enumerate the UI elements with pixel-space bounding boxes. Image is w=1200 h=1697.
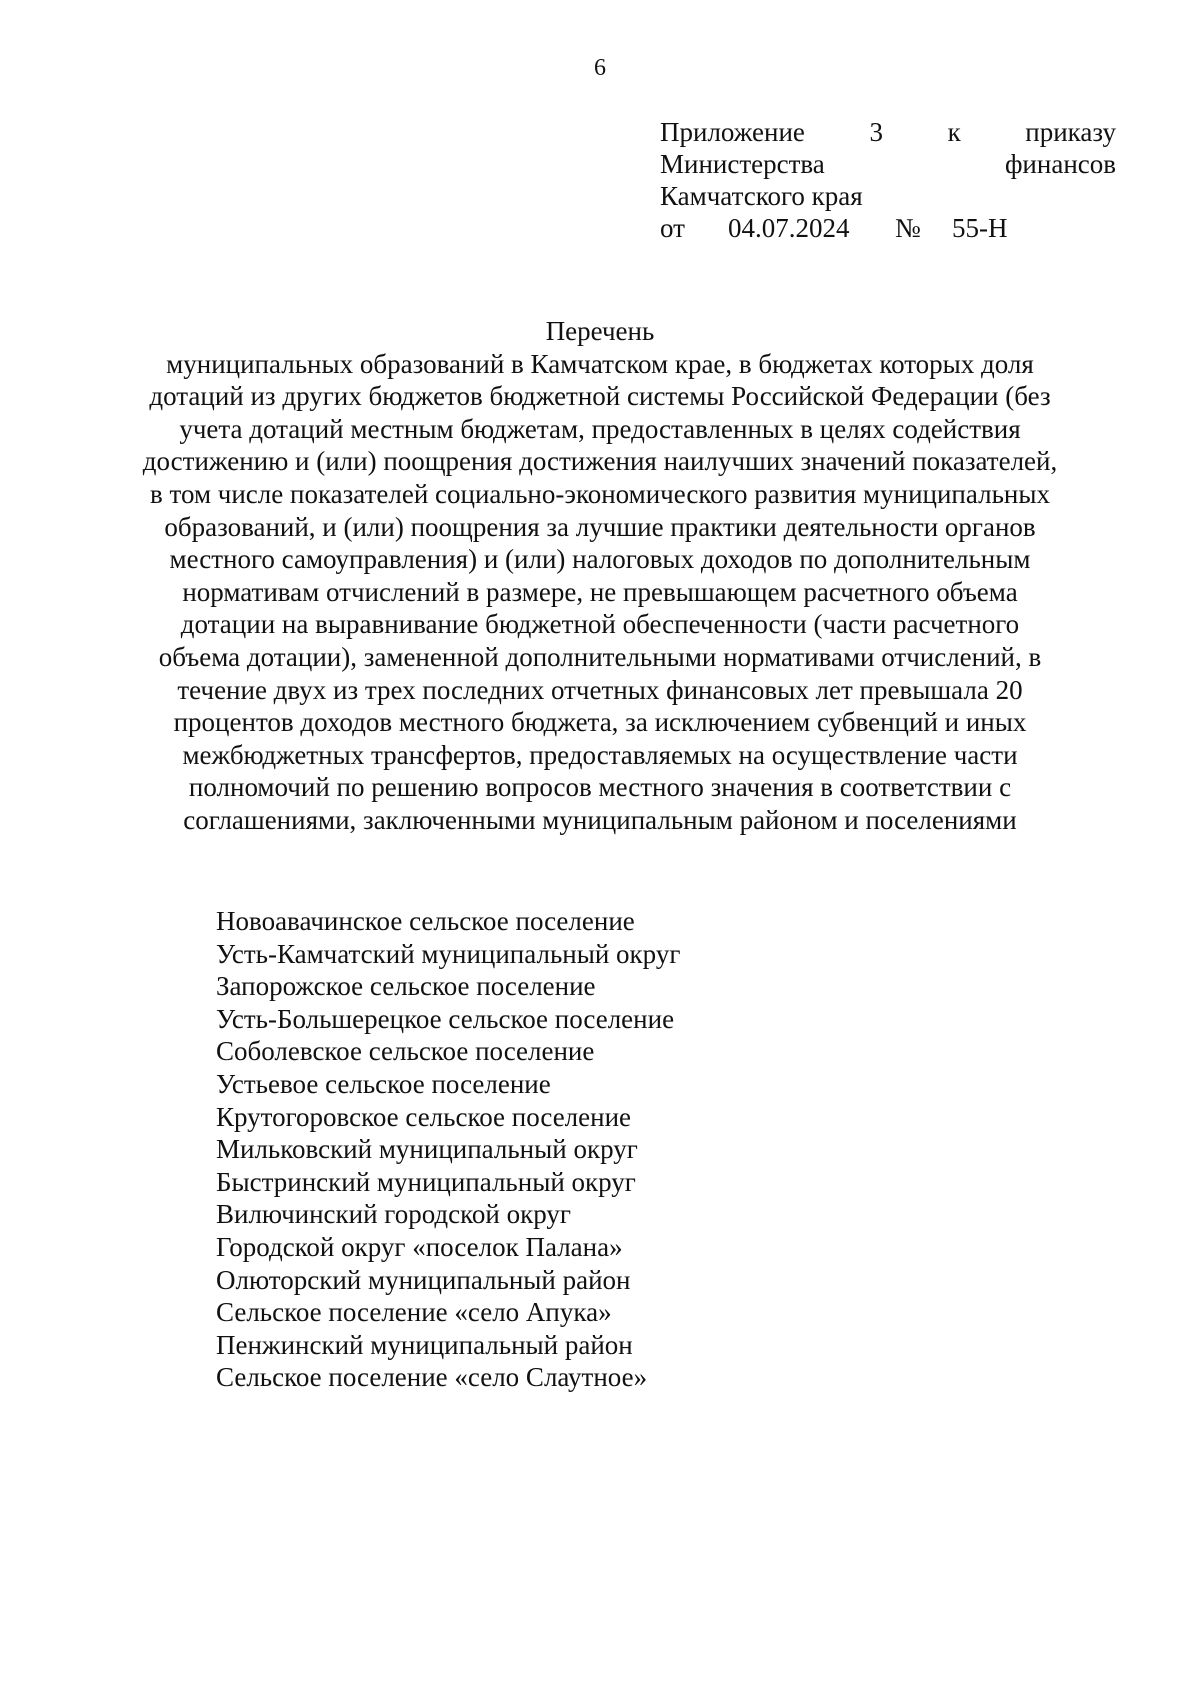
document-title [0, 315, 1200, 837]
appendix-line-2 [660, 148, 1116, 180]
order-number: 55-Н [952, 213, 1008, 243]
list-item: Мильковский муниципальный округ [216, 1134, 638, 1165]
title-line: полномочий по решению вопросов местного значения в соответствии с [188, 772, 1012, 803]
appendix-word: Министерства [660, 149, 825, 179]
order-number-sign: № [895, 213, 921, 243]
list-item: Сельское поселение «село Апука» [216, 1297, 612, 1328]
appendix-line-3: Камчатского края [660, 181, 863, 211]
order-from: от [660, 213, 685, 243]
title-line: местного самоуправления) и (или) налоговых доходов по дополнительным [169, 544, 1031, 575]
title-line: дотации на выравнивание бюджетной обеспеченности (части расчетного [180, 609, 1020, 640]
title-heading: Перечень [545, 316, 655, 346]
title-line: нормативам отчислений в размере, не превышающем расчетного объема [182, 576, 1018, 607]
list-item: Усть-Камчатский муниципальный округ [216, 938, 681, 969]
list-item: Олюторский муниципальный район [216, 1264, 631, 1295]
list-item: Устьевое сельское поселение [216, 1068, 551, 1099]
list-item: Крутогоровское сельское поселение [216, 1101, 632, 1132]
list-item: Вилючинский городской округ [216, 1199, 571, 1230]
page-number: 6 [594, 55, 606, 81]
title-line: муниципальных образований в Камчатском крае, в бюджетах которых доля [166, 348, 1034, 379]
title-line: в том числе показателей социально-экономического развития муниципальных [150, 478, 1050, 509]
list-item: Усть-Большерецкое сельское поселение [216, 1003, 675, 1034]
order-line [660, 212, 1116, 244]
appendix-word: приказу [1025, 117, 1116, 147]
list-item: Сельское поселение «село Слаутное» [216, 1362, 648, 1393]
list-item: Быстринский муниципальный округ [216, 1166, 636, 1197]
list-item: Соболевское сельское поселение [216, 1036, 595, 1067]
appendix-word: 3 [869, 117, 883, 147]
appendix-line-1 [660, 116, 1116, 148]
title-line: объема дотации), замененной дополнительными нормативами отчислений, в [158, 641, 1042, 672]
appendix-word: финансов [1004, 149, 1116, 179]
appendix-word: к [947, 117, 961, 147]
order-date: 04.07.2024 [728, 213, 850, 243]
title-line: течение двух из трех последних отчетных финансовых лет превышала 20 [177, 674, 1023, 705]
list-item: Пенжинский муниципальный район [216, 1329, 633, 1360]
title-line: процентов доходов местного бюджета, за исключением субвенций и иных [173, 707, 1027, 738]
list-item: Городской округ «поселок Палана» [216, 1231, 623, 1262]
title-line: образований, и (или) поощрения за лучшие практики деятельности органов [164, 511, 1036, 542]
title-line: межбюджетных трансфертов, предоставляемых на осуществление части [182, 739, 1018, 770]
title-line: достижению и (или) поощрения достижения наилучших значений показателей, [142, 446, 1058, 477]
appendix-header [660, 116, 1116, 244]
title-line: дотаций из других бюджетов бюджетной системы Российской Федерации (без [149, 381, 1051, 412]
list-item: Запорожское сельское поселение [216, 971, 596, 1002]
title-line: учета дотаций местным бюджетам, предоставленных в целях содействия [179, 413, 1021, 444]
title-line: соглашениями, заключенными муниципальным районом и поселениями [183, 804, 1017, 835]
list-item: Новоавачинское сельское поселение [216, 906, 635, 936]
municipality-list [216, 905, 1016, 1394]
appendix-word: Приложение [660, 117, 805, 147]
